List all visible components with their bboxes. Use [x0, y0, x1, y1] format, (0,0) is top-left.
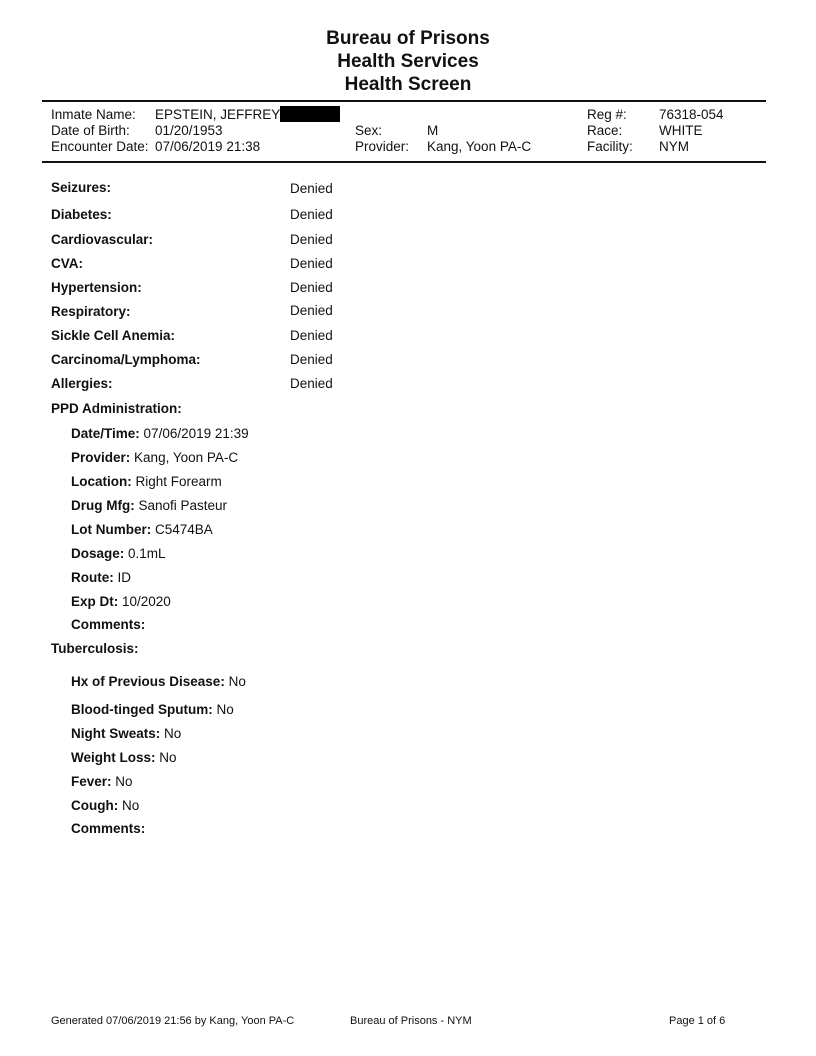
provider-value: Kang, Yoon PA-C [427, 139, 532, 154]
cardiovascular-value: Denied [290, 232, 333, 247]
tb-weight-row [71, 750, 177, 765]
ppd-route-value: ID [117, 570, 132, 585]
dob-label: Date of Birth: [51, 123, 130, 138]
tb-hx-row [71, 674, 246, 689]
header-top-rule [42, 100, 766, 102]
hypertension-value: Denied [290, 280, 333, 295]
facility-label: Facility: [587, 139, 633, 154]
ppd-location-value: Right Forearm [135, 474, 222, 489]
ppd-lot-label: Lot Number: [71, 522, 152, 537]
cardiovascular-label: Cardiovascular: [51, 232, 154, 247]
ppd-dosage-value: 0.1mL [128, 546, 166, 561]
sex-value: M [427, 123, 439, 138]
carcinoma-value: Denied [290, 352, 333, 367]
ppd-drug-label: Drug Mfg: [71, 498, 135, 513]
sex-label: Sex: [355, 123, 383, 138]
ppd-dosage-row [71, 546, 166, 561]
seizures-value: Denied [290, 181, 333, 196]
tb-cough-value: No [122, 798, 140, 813]
tb-night-value: No [164, 726, 182, 741]
ppd-drug-value: Sanofi Pasteur [138, 498, 228, 513]
tb-fever-label: Fever: [71, 774, 112, 789]
ppd-lot-row [71, 522, 213, 537]
ppd-section-label: PPD Administration: [51, 401, 182, 416]
ppd-exp-row [71, 594, 171, 609]
ppd-route-label: Route: [71, 570, 114, 585]
dob-value: 01/20/1953 [155, 123, 223, 138]
ppd-location-row [71, 474, 222, 489]
title-line-2: Health Services [337, 51, 479, 72]
tb-comments-label: Comments: [71, 821, 146, 836]
footer-generated: Generated 07/06/2019 21:56 by Kang, Yoon PA-C [51, 1015, 295, 1027]
tb-weight-label: Weight Loss: [71, 750, 156, 765]
ppd-provider-value: Kang, Yoon PA-C [134, 450, 239, 465]
reg-label: Reg #: [587, 107, 627, 122]
hypertension-label: Hypertension: [51, 280, 142, 295]
ppd-datetime-value: 07/06/2019 21:39 [143, 426, 249, 441]
title-line-1: Bureau of Prisons [326, 28, 490, 49]
sickle-cell-label: Sickle Cell Anemia: [51, 328, 176, 343]
facility-value: NYM [659, 139, 689, 154]
diabetes-value: Denied [290, 207, 333, 222]
inmate-name-value: EPSTEIN, JEFFREY [155, 107, 281, 122]
allergies-value: Denied [290, 376, 333, 391]
provider-label: Provider: [355, 139, 410, 154]
ppd-route-row [71, 570, 131, 585]
ppd-comments-label: Comments: [71, 617, 146, 632]
encounter-date-value: 07/06/2019 21:38 [155, 139, 261, 154]
tb-blood-row [71, 702, 234, 717]
tb-night-row [71, 726, 181, 741]
footer-page: Page 1 of 6 [669, 1015, 726, 1027]
cva-label: CVA: [51, 256, 83, 271]
tb-comments-row [71, 821, 145, 836]
tb-blood-value: No [216, 702, 234, 717]
tb-fever-row [71, 774, 133, 789]
ppd-comments-row [71, 617, 145, 632]
tb-cough-row [71, 798, 139, 813]
tb-hx-label: Hx of Previous Disease: [71, 674, 225, 689]
ppd-drug-row [71, 498, 227, 513]
ppd-lot-value: C5474BA [155, 522, 213, 537]
tb-hx-value: No [228, 674, 246, 689]
diabetes-label: Diabetes: [51, 207, 112, 222]
title-line-3: Health Screen [344, 74, 472, 95]
ppd-exp-value: 10/2020 [122, 594, 171, 609]
encounter-date-label: Encounter Date: [51, 139, 149, 154]
tb-blood-label: Blood-tinged Sputum: [71, 702, 213, 717]
ppd-datetime-label: Date/Time: [71, 426, 140, 441]
cva-value: Denied [290, 256, 333, 271]
ppd-location-label: Location: [71, 474, 132, 489]
race-value: WHITE [659, 123, 703, 138]
carcinoma-label: Carcinoma/Lymphoma: [51, 352, 201, 367]
ppd-datetime-row [71, 426, 249, 441]
respiratory-value: Denied [290, 303, 333, 318]
ppd-exp-label: Exp Dt: [71, 594, 119, 609]
race-label: Race: [587, 123, 623, 138]
respiratory-label: Respiratory: [51, 304, 131, 319]
sickle-cell-value: Denied [290, 328, 333, 343]
inmate-name-label: Inmate Name: [51, 107, 136, 122]
ppd-dosage-label: Dosage: [71, 546, 125, 561]
footer-org: Bureau of Prisons - NYM [350, 1015, 472, 1027]
allergies-label: Allergies: [51, 376, 113, 391]
tb-weight-value: No [159, 750, 177, 765]
reg-value: 76318-054 [659, 107, 724, 122]
tb-night-label: Night Sweats: [71, 726, 161, 741]
tb-cough-label: Cough: [71, 798, 119, 813]
header-bottom-rule [42, 161, 766, 163]
ppd-provider-row [71, 450, 238, 465]
seizures-label: Seizures: [51, 180, 112, 195]
tb-section-label: Tuberculosis: [51, 641, 139, 656]
ppd-provider-label: Provider: [71, 450, 131, 465]
tb-fever-value: No [115, 774, 133, 789]
redaction-box [280, 106, 340, 122]
